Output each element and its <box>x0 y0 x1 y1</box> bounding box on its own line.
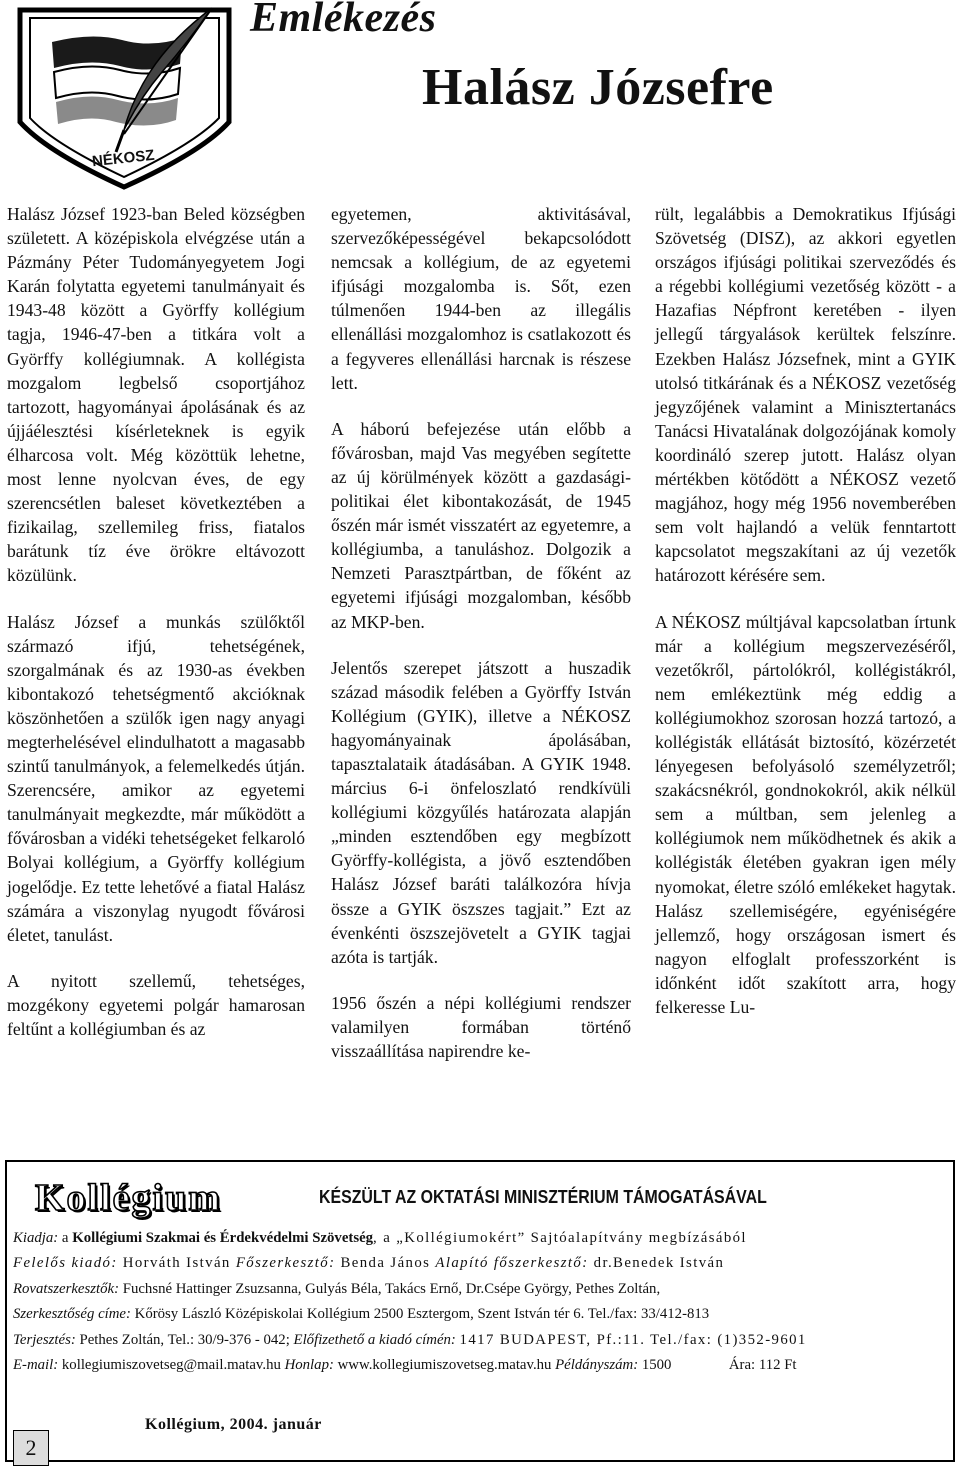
paragraph: Jelentős szerepet játszott a huszadik század második felében a Györffy István Kollégium (GYIK), illetve a NÉKOSZ hagyományainak ápolásában, tapasztalataik átadásában. A GYIK 1948. március 6-i önfeloszlató rendkívüli kollégiumi közgyűlés határozata alapján „minden esztendőben egy megbízott Györffy-kollégista, a jövő esztendőben Halász József baráti találkozóra hívja össze a GYIK öszszes tagjait.” Ezt az évenkénti öszszejövetelt a GYIK tagjai azóta is tartják. <box>331 657 631 967</box>
email-link[interactable]: kollegiumiszovetseg@mail.matav.hu <box>61 1357 281 1373</box>
impressum-box <box>5 1160 955 1462</box>
ministry-support-note: KÉSZÜLT AZ OKTATÁSI MINISZTÉRIUM TÁMOGATÁSÁVAL <box>319 1186 767 1207</box>
logo-label: NÉKOSZ <box>91 146 156 171</box>
paragraph: Halász József a munkás szülőktől származó ifjú, tehetségének, szorgalmának és az 1930-as években kibontakozó tehetségmentő akcióknak köszönhetően a szülők igen nagy anyagi megterhelésével elindulhatott a magasabb szintű tanulmányok, a felemelkedés útján. Szerencsére, amikor az egyetemi tanulmányait megkezdte, már működött a fővárosban a vidéki tehetségeket felkaroló Bolyai kollégium, a Györffy kollégium jogelődje. Ez tette lehetővé a fiatal Halász számára a viszonylag nyugodt fővárosi életet, tanulást. <box>7 611 305 945</box>
website-link[interactable]: www.kollegiumiszovetseg.matav.hu <box>337 1357 552 1373</box>
article-column-3 <box>655 202 956 1041</box>
paragraph: rült, legalábbis a Demokratikus Ifjúsági Szövetség (DISZ), az akkori egyetlen országos ifjúsági politikai szerveződés és a régebbi kollégiumi vezetőség között - a Hazafias Népfront keretében - ilyen jellegű tárgyalások kerültek felszínre. Ezekben Halász Józsefnek, mint a GYIK utolsó titkárának és a NÉKOSZ vezetőség jegyzőjének valamint a Minisztertanács Tanácsi Hivatalának dolgozójának komoly koordináló szerep jutott. Halász olyan mértékben kötődött a NÉKOSZ vezető magjához, hogy még 1956 novemberében sem volt hajlandó a velük fenntartott kapcsolatot megszakítani az új vezetők határozott kérésére sem. <box>655 204 956 586</box>
title-emlekezes: Emlékezés <box>250 0 437 41</box>
impressum-contact: E-mail: kollegiumiszovetseg@mail.matav.hu Honlap: www.kollegiumiszovetseg.matav.hu Példányszám: 1500 Ára: 112 Ft <box>13 1357 797 1373</box>
paragraph: A nyitott szellemű, tehetséges, mozgékony egyetemi polgár hamarosan feltűnt a kollégiumban és az <box>7 970 305 1039</box>
paragraph: Halász József 1923-ban Beled községben született. A középiskola elvégzése után a Pázmány Péter Tudományegyetem Jogi Karán folytatta egyetemi tanulmányait és 1943-48 között a Györffy kollégium tagja, 1946-47-ben a titkára volt a Györffy kollégiumnak. A kollégista mozgalom legbelső csoportjához tartozott, hagyományai ápolásának és az újjáélesztési kísérleteknek is egyik élharcosa volt. Még közöttük lehetne, most lenne nyolcvan éves, de egy szerencsétlen baleset következtében a fizikailag, szellemileg friss, fiatalos barátunk tíz éve örökre eltávozott közülünk. <box>7 204 305 586</box>
impressum-address: Szerkesztőség címe: Kőrösy László Középiskolai Kollégium 2500 Esztergom, Szent István tér 6. Tel./fax: 33/412-813 <box>13 1306 710 1322</box>
magazine-brand: Kollégium <box>35 1177 222 1219</box>
page-footer <box>7 1412 957 1462</box>
paragraph: egyetemen, aktivitásával, szervezőképességével bekapcsolódott nemcsak a kollégium, de az egyetemi ifjúsági mozgalomba is. Sőt, ezen túlmenően 1944-ben az illegális ellenállási mozgalomhoz is csatlakozott és a fegyveres ellenállási harcnak is részese lett. <box>331 204 631 393</box>
price: Ára: 112 Ft <box>728 1357 797 1373</box>
impressum-editors: Felelős kiadó: Horváth István Főszerkesztő: Benda János Alapító főszerkesztő: dr.Benedek István <box>13 1255 725 1271</box>
impressum-column-editors: Rovatszerkesztők: Fuchsné Hattinger Zsuzsanna, Gulyás Béla, Takács Ernő, Dr.Csépe György, Pethes Zoltán, <box>13 1281 661 1297</box>
paragraph: A háború befejezése után előbb a fővárosban, majd Vas megyében segítette az új körülmények között a gazdasági-politikai élet kibontakozását, de 1945 őszén már ismét visszatért az egyetemre, a kollégiumba, a tanuláshoz. Dolgozik a Nemzeti Parasztpártban, de főként az egyetemi ifjúsági mozgalomban, később az MKP-ben. <box>331 418 631 632</box>
issue-label: Kollégium, 2004. január <box>145 1416 322 1433</box>
paragraph: A NÉKOSZ múltjával kapcsolatban írtunk már a kollégium megszervezéséről, vezetőkről, pártolókról, kollégistákról, nem emlékeztünk még eddig a kollégiumokhoz szorosan hozzá tartozó, a kollégisták ellátását biztosító, közérzetét lényegesen befolyásoló személyzetről; szakácsnékról, gondnokokról, akik nélkül sem a múltban, sem jelenleg a kollégiumok nem működhetnek és akik a kollégisták életében gyakran igen mély nyomokat, életre szóló emlékeket hagytak. Halász szellemiségére, egyéniségére jellemző, hogy országosan ismert és nagyon elfoglalt professzorként is időnként időt szakított arra, hogy felkeresse Lu- <box>655 611 956 1017</box>
article-title: Halász Józsefre <box>422 59 774 116</box>
article-column-2 <box>331 202 631 1085</box>
article-column-1 <box>7 202 305 1063</box>
impressum-publisher: Kiadja: a Kollégiumi Szakmai és Érdekvédelmi Szövetség, a „Kollégiumokért” Sajtóalapítvány megbízásából <box>13 1230 747 1246</box>
impressum-distribution: Terjesztés: Pethes Zoltán, Tel.: 30/9-376 - 042; Előfizethető a kiadó címén: 1417 BUDAPEST, Pf.:11. Tel./fax: (1)352-9601 <box>13 1332 807 1348</box>
paragraph: 1956 őszén a népi kollégiumi rendszer valamilyen formában történő visszaállítása napirendre ke- <box>331 992 631 1061</box>
page-number: 2 <box>13 1430 49 1466</box>
